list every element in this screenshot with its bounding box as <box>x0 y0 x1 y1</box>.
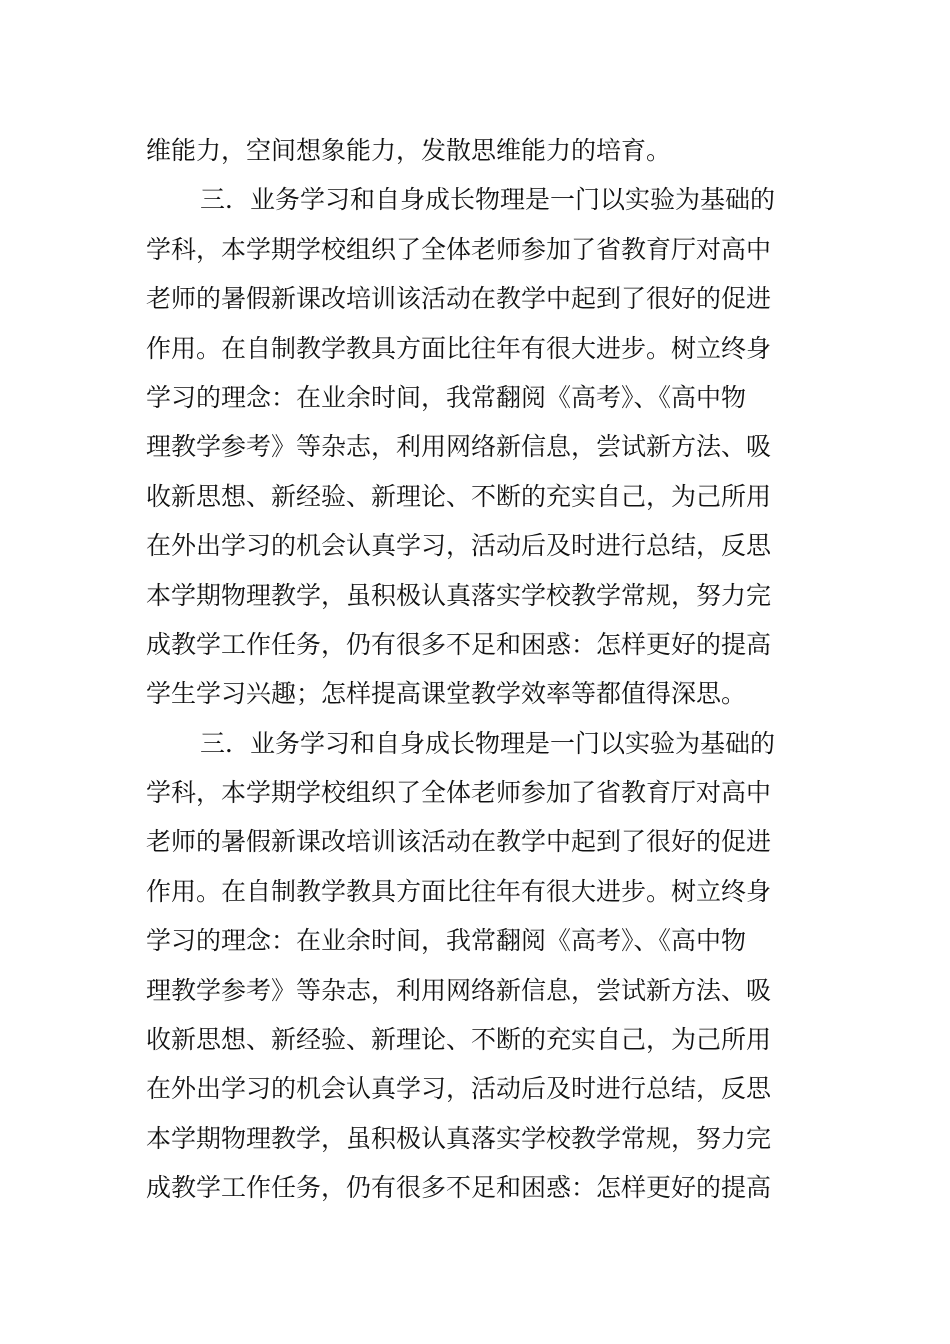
text-line: 理教学参考》等杂志，利用网络新信息，尝试新方法、吸 <box>146 432 772 462</box>
text-line: 成教学工作任务，仍有很多不足和困惑：怎样更好的提高 <box>146 629 772 659</box>
text-line: 学科，本学期学校组织了全体老师参加了省教育厅对高中 <box>146 778 772 808</box>
text-line: 老师的暑假新课改培训该活动在教学中起到了很好的促进 <box>146 827 772 857</box>
text-line: 在外出学习的机会认真学习，活动后及时进行总结，反思 <box>146 1074 772 1104</box>
text-line: 学生学习兴趣；怎样提高课堂教学效率等都值得深思。 <box>146 679 747 709</box>
text-line: 学习的理念：在业余时间，我常翻阅《高考》、《高中物 <box>146 382 747 412</box>
text-line: 作用。在自制教学教具方面比往年有很大进步。树立终身 <box>146 333 772 363</box>
text-line: 在外出学习的机会认真学习，活动后及时进行总结，反思 <box>146 531 772 561</box>
text-line: 学科，本学期学校组织了全体老师参加了省教育厅对高中 <box>146 234 772 264</box>
text-line: 收新思想、新经验、新理论、不断的充实自己，为己所用 <box>146 1025 772 1055</box>
body-text <box>146 126 810 1213</box>
text-line: 收新思想、新经验、新理论、不断的充实自己，为己所用 <box>146 481 772 511</box>
text-line: 理教学参考》等杂志，利用网络新信息，尝试新方法、吸 <box>146 975 772 1005</box>
text-line: 本学期物理教学，虽积极认真落实学校教学常规，努力完 <box>146 580 772 610</box>
text-line: 本学期物理教学，虽积极认真落实学校教学常规，努力完 <box>146 1123 772 1153</box>
text-line: 作用。在自制教学教具方面比往年有很大进步。树立终身 <box>146 876 772 906</box>
text-line: 三．业务学习和自身成长物理是一门以实验为基础的 <box>200 728 776 758</box>
text-line: 维能力，空间想象能力，发散思维能力的培育。 <box>146 136 672 165</box>
text-line: 学习的理念：在业余时间，我常翻阅《高考》、《高中物 <box>146 926 747 956</box>
text-line: 成教学工作任务，仍有很多不足和困惑：怎样更好的提高 <box>146 1173 772 1203</box>
text-line: 三．业务学习和自身成长物理是一门以实验为基础的 <box>200 185 776 215</box>
text-line: 老师的暑假新课改培训该活动在教学中起到了很好的促进 <box>146 284 772 314</box>
